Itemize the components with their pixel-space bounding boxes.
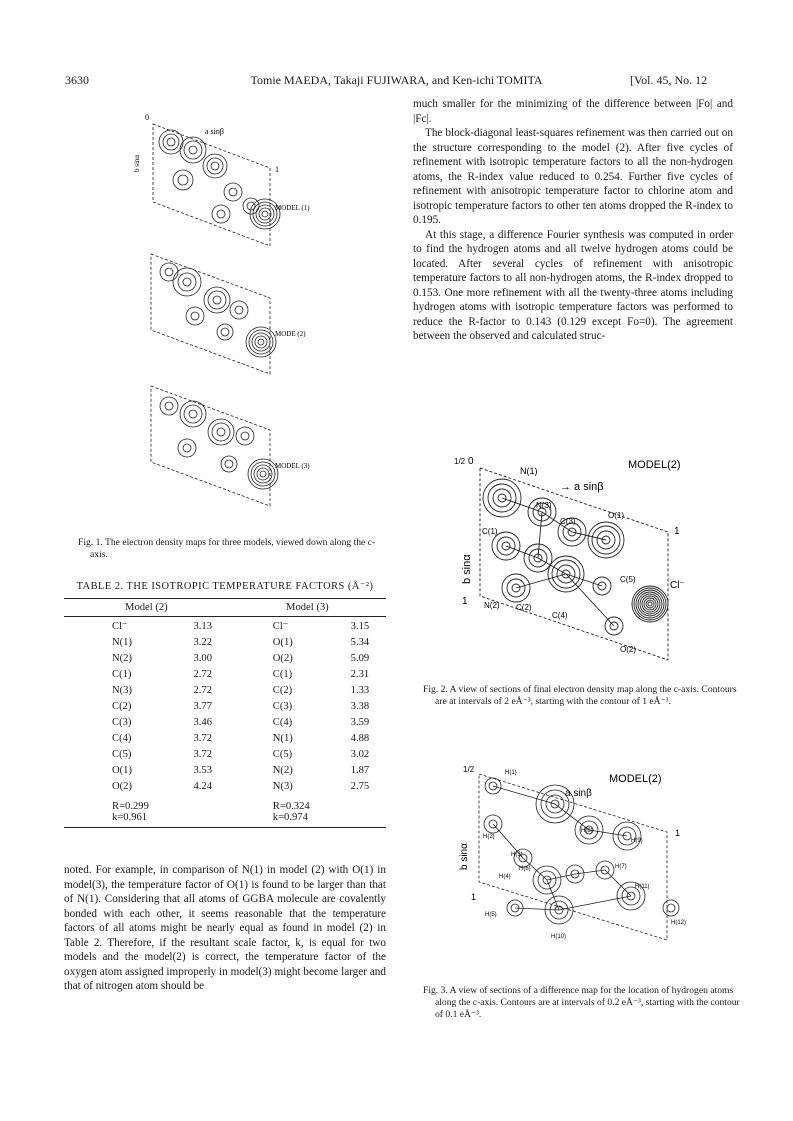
table-cell-value: 3.13: [193, 621, 213, 632]
table-row: [64, 649, 386, 665]
right-paragraph-2: The block-diagonal least-squares refinement was then carried out on the structure corresponding to the model (2). After five cycles of refinement with isotropic temperature factors to all the non-hydrogen atoms, the R-index value reduced to 0.254. Further five cycles of refinement with anisotropic temperature factor to chlorine atom and isotropic temperature factors to other ten atoms dropped the R-index to 0.195.: [413, 127, 733, 226]
fig2-atom-n3: N(3): [536, 501, 552, 510]
table-cell-atom: Cl⁻: [272, 621, 289, 632]
fig3-atom-h12: H(12): [671, 920, 687, 926]
right-column-text: [413, 97, 733, 344]
table-cell-value: 3.22: [193, 637, 213, 648]
table2-header-model2: Model (2): [125, 602, 168, 613]
fig2-axis-b: b sinα: [461, 554, 473, 584]
fig3-one-left: 1: [471, 892, 477, 902]
fig1-contour-maps: [125, 102, 325, 522]
fig3-caption: Fig. 3. A view of sections of a difference map for the location of hydrogen atoms along the c-axis. Contours are at intervals of 0.2 eÅ⁻³, starting with the contour of 0.1 eÅ⁻³.: [423, 985, 740, 1020]
right-paragraph-1: much smaller for the minimizing of the difference between |Fo| and |Fc|.: [413, 98, 733, 125]
table2: [64, 598, 386, 828]
table2-r-model3: R=0.324: [272, 801, 310, 812]
table-cell-atom: N(1): [272, 733, 293, 744]
table-cell-atom: C(5): [272, 749, 293, 760]
table-cell-atom: N(1): [112, 637, 133, 648]
fig1-model2-label: MODE (2): [275, 330, 306, 338]
fig2-one-right: 1: [674, 526, 680, 537]
table-cell-atom: C(1): [272, 669, 293, 680]
fig1-axis-a: a sinβ: [205, 127, 224, 136]
table-cell-value: 1.87: [350, 765, 370, 776]
fig3-atom-h5: H(5): [485, 912, 497, 918]
table-row: [64, 665, 386, 681]
table-cell-atom: N(3): [112, 685, 133, 696]
table2-header-model3: Model (3): [286, 602, 329, 613]
table-cell-value: 3.72: [193, 749, 213, 760]
fig1-one: 1: [275, 165, 279, 174]
table-cell-atom: O(1): [112, 765, 133, 776]
running-header-authors: Tomie MAEDA, Takaji FUJIWARA, and Ken-ichi TOMITA: [250, 73, 543, 87]
fig3-atom-h6: H(6): [519, 866, 531, 872]
table2-body: [64, 617, 386, 794]
table-row: [64, 697, 386, 713]
table-cell-atom: O(2): [272, 653, 293, 664]
table-row: [64, 761, 386, 777]
table2-k-model3: k=0.974: [272, 812, 308, 823]
table2-title: TABLE 2. THE ISOTROPIC TEMPERATURE FACTORS (Å⁻²): [76, 581, 374, 592]
fig3-atom-h2: H(2): [483, 834, 495, 840]
table-cell-value: 3.38: [350, 701, 370, 712]
fig3-axis-a: a sinβ: [565, 788, 592, 799]
running-header-volume: [Vol. 45, No. 12: [630, 73, 708, 87]
left-column-text: [64, 863, 386, 994]
table-cell-value: 3.53: [193, 765, 213, 776]
fig3-atom-h1: H(1): [505, 770, 517, 776]
table-cell-value: 3.00: [193, 653, 213, 664]
fig1-model1-label: MODEL (1): [275, 204, 310, 212]
fig1-model3-label: MODEL (3): [275, 462, 310, 470]
fig2-atom-n1: N(1): [520, 466, 538, 476]
fig2-atom-c3: C(3): [560, 517, 576, 526]
table-cell-value: 5.34: [350, 637, 370, 648]
fig2-atom-c1: C(1): [482, 527, 498, 536]
table-row: [64, 633, 386, 649]
fig2-atom-cl: Cl⁻: [670, 580, 685, 591]
fig3-atom-h10: H(10): [551, 934, 567, 940]
table-row: [64, 777, 386, 793]
table-cell-value: 3.77: [193, 701, 213, 712]
fig2-atom-n2: N(2): [484, 601, 500, 610]
table-cell-atom: C(2): [272, 685, 293, 696]
table-cell-atom: C(4): [112, 733, 132, 744]
fig2-one-left: 1: [462, 596, 468, 607]
right-paragraph-3: At this stage, a difference Fourier synthesis was computed in order to find the hydrogen atoms and all twelve hydrogen atoms could be located. After several cycles of refinement with anisotropic temperature factors to all non-hydrogen atoms, the R-index dropped to 0.153. One more refinement with all the twenty-three atoms including hydrogen atoms with isotropic temperature factors was performed to reduce the R-factor to 0.143 (0.129 except Fo=0). The agreement between the observed and calculated struc-: [413, 228, 733, 342]
fig2-caption: Fig. 2. A view of sections of final electron density map along the c-axis. Contours are at intervals of 2 eÅ⁻³, starting with the contour of 1 eÅ⁻³.: [423, 684, 737, 707]
table-cell-value: 3.02: [350, 749, 370, 760]
table-cell-value: 4.24: [193, 781, 213, 792]
fig1-origin: 0: [145, 113, 149, 122]
table-cell-value: 2.72: [193, 669, 213, 680]
table-cell-atom: N(2): [272, 765, 293, 776]
table2-k-model2: k=0.961: [112, 812, 148, 823]
table2-r-model2: R=0.299: [112, 801, 149, 812]
table-cell-value: 1.33: [350, 685, 370, 696]
table-cell-value: 4.88: [350, 733, 370, 744]
table-cell-value: 5.09: [350, 653, 370, 664]
fig2-model-label: MODEL(2): [628, 459, 681, 471]
left-column-paragraph: noted. For example, in comparison of N(1) in model (2) with O(1) in model(3), the temperature factor of O(1) is found to be larger than that of N(1). Considering that all atoms of GGBA molecule are covalently bonded with each other, it seems reasonable that the temperature factors of all atoms might be nearly equal as found in model (2) in Table 2. Therefore, if the resultant scale factor, k, is equal for two models and the model(2) is correct, the temperature factor of the oxygen atom assigned improperly in model(3) might become larger and that of nitrogen atom should be: [64, 864, 386, 992]
table-cell-atom: N(3): [272, 781, 293, 792]
table-cell-value: 3.15: [350, 621, 370, 632]
fig2-origin-label: 0: [468, 456, 474, 467]
fig3-one-right: 1: [675, 828, 681, 838]
fig1-axis-b: b sinα: [133, 154, 141, 172]
fig2-half-label: 1/2: [454, 457, 466, 466]
figure-1: [125, 102, 325, 522]
table-cell-value: 2.72: [193, 685, 213, 696]
table-cell-value: 2.31: [350, 669, 370, 680]
table-row: [64, 713, 386, 729]
table-cell-value: 3.59: [350, 717, 370, 728]
table-cell-atom: C(3): [112, 717, 132, 728]
fig3-atom-h7: H(7): [615, 864, 627, 870]
table-cell-atom: C(3): [272, 701, 293, 712]
table-cell-atom: C(2): [112, 701, 132, 712]
fig3-axis-b: b sinα: [459, 843, 470, 870]
table-row: [64, 729, 386, 745]
fig2-atom-c4: C(4): [552, 611, 568, 620]
figure-2: [440, 450, 740, 670]
table-cell-atom: O(2): [112, 781, 133, 792]
fig2-atom-o1: O(1): [608, 511, 624, 520]
table-cell-atom: C(4): [272, 717, 293, 728]
fig2-atom-o2: O(2): [620, 645, 636, 654]
table-cell-atom: O(1): [272, 637, 293, 648]
page-number: 3630: [65, 73, 89, 87]
fig3-model-label: MODEL(2): [609, 773, 662, 785]
table-cell-atom: C(1): [112, 669, 132, 680]
table-cell-atom: Cl⁻: [112, 621, 128, 632]
fig3-atom-h8: H(8): [581, 828, 593, 834]
table-cell-atom: N(2): [112, 653, 133, 664]
fig2-atom-c2: C(2): [516, 603, 532, 612]
fig2-axis-a: → a sinβ: [560, 481, 604, 493]
table-row: [64, 617, 386, 634]
fig3-atom-h11: H(11): [635, 884, 650, 890]
fig3-difference-map: [455, 760, 735, 950]
table-row: [64, 681, 386, 697]
table-row: [64, 745, 386, 761]
table-cell-value: 3.72: [193, 733, 213, 744]
fig3-atom-h9: H(9): [631, 838, 643, 844]
fig1-caption: Fig. 1. The electron density maps for three models, viewed down along the c-axis.: [78, 537, 376, 560]
fig2-density-map: [440, 450, 740, 670]
figure-3: [455, 760, 735, 950]
table-cell-value: 2.75: [350, 781, 370, 792]
table-cell-atom: C(5): [112, 749, 132, 760]
fig3-half-label: 1/2: [463, 765, 475, 774]
fig3-atom-h3: H(3): [511, 852, 523, 858]
fig2-atom-c5: C(5): [620, 575, 636, 584]
table-cell-value: 3.46: [193, 717, 213, 728]
fig3-atom-h4: H(4): [499, 874, 511, 880]
